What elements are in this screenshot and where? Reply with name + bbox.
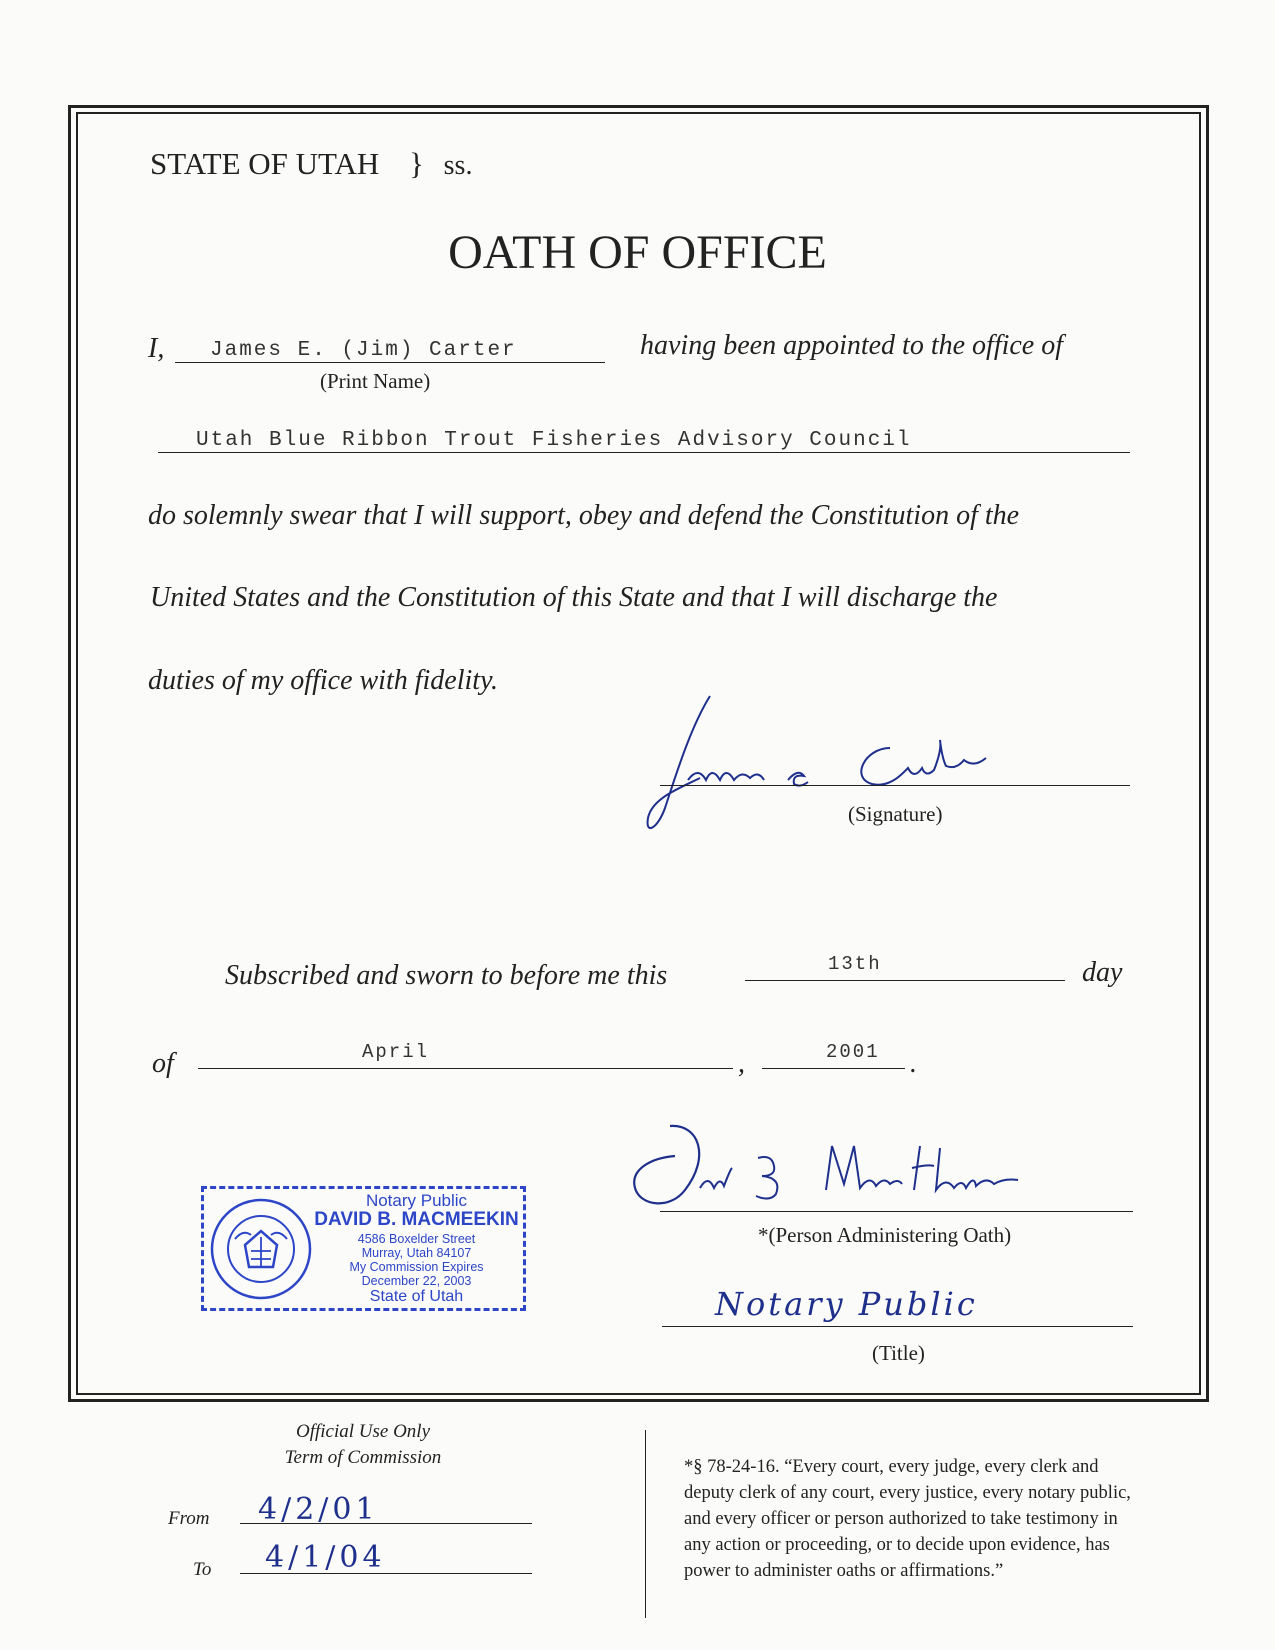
term-to-label: To (193, 1559, 212, 1580)
administrator-line (660, 1211, 1133, 1212)
day-line (745, 980, 1065, 981)
stamp-street: 4586 Boxelder Street (357, 1232, 476, 1246)
month-line (198, 1068, 733, 1069)
term-from-label: From (168, 1508, 210, 1529)
office-line (158, 452, 1130, 453)
sworn-text: Subscribed and sworn to before me this (225, 960, 668, 991)
state-seal-icon (209, 1197, 313, 1301)
statute-line-4: any action or proceeding, or to decide upon evidence, has (684, 1535, 1110, 1555)
signature-line (660, 785, 1130, 786)
day-word: day (1082, 957, 1123, 988)
statute-line-3: and every officer or person authorized to take testimony in (684, 1509, 1118, 1529)
month-value: April (362, 1041, 430, 1063)
term-from-value: 4/2/01 (258, 1492, 379, 1527)
title-line (662, 1326, 1133, 1327)
print-name-line (175, 362, 605, 363)
administrator-signature-scribble (630, 1118, 1080, 1218)
footer-divider (645, 1430, 646, 1618)
official-use-heading: Official Use Only (295, 1421, 431, 1442)
statute-line-5: power to administer oaths or affirmations.” (684, 1561, 1004, 1581)
oath-body-line-1: do solemnly swear that I will support, obey and defend the Constitution of the (148, 500, 1020, 531)
statute-line-1: *§ 78-24-16. “Every court, every judge, every clerk and (684, 1457, 1099, 1477)
stamp-expires-date: December 22, 2003 (361, 1274, 472, 1288)
print-name-caption: (Print Name) (320, 369, 431, 393)
signature-caption: (Signature) (848, 802, 943, 826)
term-from-line (240, 1523, 532, 1524)
statute-text (684, 1454, 1131, 1584)
term-to-value: 4/1/04 (265, 1540, 386, 1575)
ss-label: ss. (443, 150, 473, 181)
day-value: 13th (828, 953, 882, 975)
term-to-line (240, 1573, 532, 1574)
brace: } (409, 146, 424, 181)
stamp-city: Murray, Utah 84107 (361, 1246, 472, 1260)
date-period: . (910, 1048, 917, 1079)
notary-stamp (201, 1186, 526, 1311)
oath-body-line-2: United States and the Constitution of this State and that I will discharge the (150, 582, 998, 613)
of-word: of (152, 1048, 174, 1079)
stamp-expires-label: My Commission Expires (349, 1260, 484, 1274)
official-use-subheading: Term of Commission (284, 1447, 442, 1468)
oath-lead: I, (148, 333, 165, 364)
date-comma: , (738, 1048, 745, 1079)
venue-header (150, 146, 472, 182)
administrator-caption: *(Person Administering Oath) (758, 1223, 1012, 1247)
title-value: Notary Public (715, 1285, 978, 1323)
page-title: OATH OF OFFICE (448, 226, 827, 279)
stamp-notary-name: DAVID B. MACMEEKIN (314, 1209, 519, 1230)
statute-line-2: deputy clerk of any court, every justice, every notary public, (684, 1483, 1131, 1503)
title-caption: (Title) (872, 1341, 925, 1365)
stamp-state: State of Utah (369, 1288, 464, 1305)
year-value: 2001 (826, 1041, 880, 1063)
stamp-heading: Notary Public (365, 1191, 468, 1210)
print-name-value: James E. (Jim) Carter (210, 339, 517, 362)
year-line (762, 1068, 905, 1069)
appointed-text: having been appointed to the office of (640, 330, 1064, 361)
oath-body-line-3: duties of my office with fidelity. (148, 665, 498, 696)
office-value: Utah Blue Ribbon Trout Fisheries Advisory Council (196, 429, 912, 452)
administrator-signature-drawing (630, 1118, 1080, 1218)
state-name: STATE OF UTAH (150, 146, 380, 181)
